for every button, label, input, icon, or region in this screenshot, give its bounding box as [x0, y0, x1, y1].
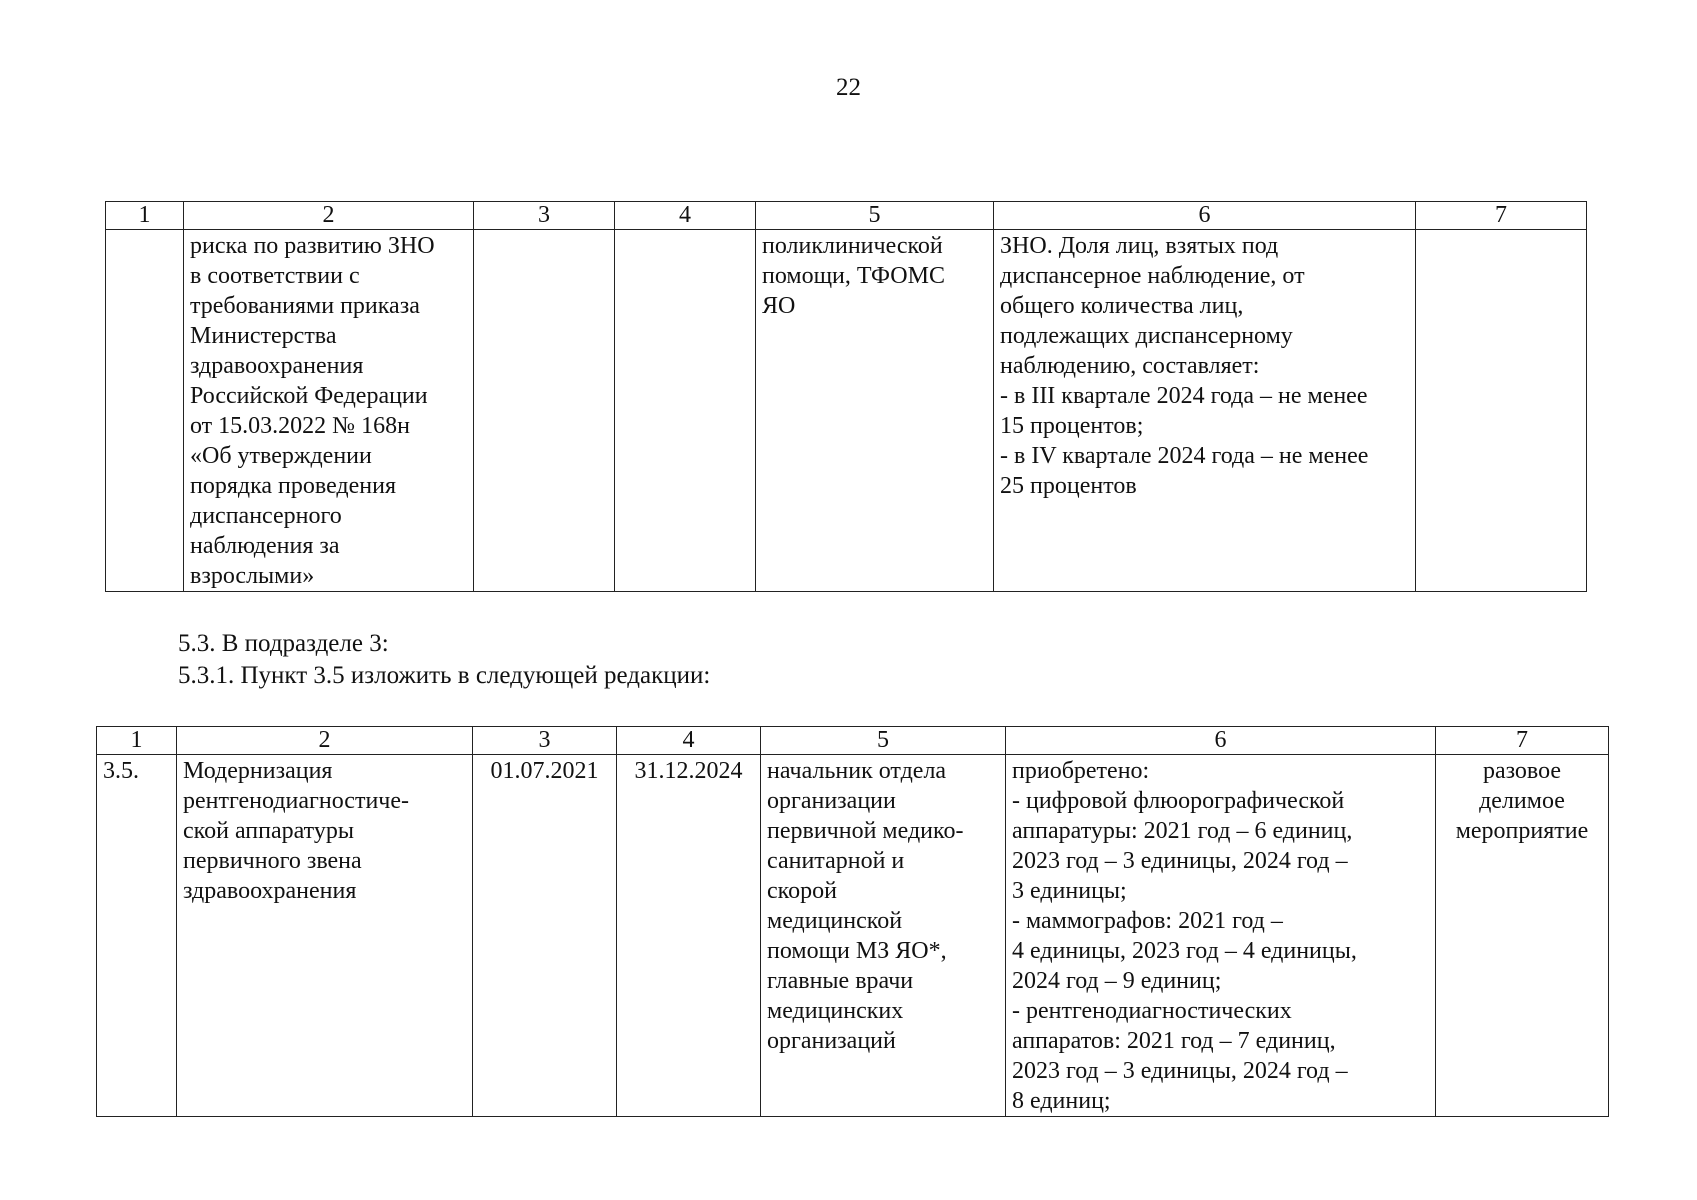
cell-end-date: 31.12.2024 — [617, 755, 761, 1117]
column-header: 3 — [473, 727, 617, 755]
column-header: 5 — [756, 202, 994, 230]
cell-responsible: начальник отдела организации первичной медико- санитарной и скорой медицинской помощи МЗ ЯО*, главные врачи медицинских организаций — [761, 755, 1006, 1117]
column-header: 7 — [1436, 727, 1609, 755]
paragraph-subsection: 5.3. В подразделе 3: — [178, 630, 389, 657]
column-header: 4 — [615, 202, 756, 230]
page-number: 22 — [836, 74, 861, 101]
column-header: 7 — [1416, 202, 1587, 230]
column-header: 6 — [994, 202, 1416, 230]
table-row — [97, 755, 1609, 1117]
table-row — [106, 230, 1587, 592]
column-header: 6 — [1006, 727, 1436, 755]
cell-type: разовое делимое мероприятие — [1436, 755, 1609, 1117]
cell-activity: Модернизация рентгенодиагностиче- ской аппаратуры первичного звена здравоохранения — [177, 755, 473, 1117]
cell-type — [1416, 230, 1587, 592]
table-header-row — [97, 727, 1609, 755]
cell-responsible: поликлинической помощи, ТФОМС ЯО — [756, 230, 994, 592]
column-header: 1 — [106, 202, 184, 230]
cell-number — [106, 230, 184, 592]
cell-start-date — [474, 230, 615, 592]
cell-start-date: 01.07.2021 — [473, 755, 617, 1117]
cell-activity: риска по развитию ЗНО в соответствии с требованиями приказа Министерства здравоохранения Российской Федерации от 15.03.2022 № 168н «Об утверждении порядка проведения диспансерного наблюдения за взрослыми» — [184, 230, 474, 592]
column-header: 4 — [617, 727, 761, 755]
column-header: 3 — [474, 202, 615, 230]
paragraph-item: 5.3.1. Пункт 3.5 изложить в следующей редакции: — [178, 662, 711, 689]
column-header: 5 — [761, 727, 1006, 755]
column-header: 2 — [177, 727, 473, 755]
cell-end-date — [615, 230, 756, 592]
cell-number: 3.5. — [97, 755, 177, 1117]
table-continuation — [105, 201, 1587, 592]
table-item-3-5 — [96, 726, 1609, 1117]
column-header: 1 — [97, 727, 177, 755]
table-header-row — [106, 202, 1587, 230]
column-header: 2 — [184, 202, 474, 230]
cell-result: приобретено: - цифровой флюорографической аппаратуры: 2021 год – 6 единиц, 2023 год – 3 единицы, 2024 год – 3 единицы; - маммографов: 2021 год – 4 единицы, 2023 год – 4 единицы, 2024 год – 9 единиц; - рентгенодиагностических аппаратов: 2021 год – 7 единиц, 2023 год – 3 единицы, 2024 год – 8 единиц; — [1006, 755, 1436, 1117]
cell-result: ЗНО. Доля лиц, взятых под диспансерное наблюдение, от общего количества лиц, подлежащих диспансерному наблюдению, составляет: - в III квартале 2024 года – не менее 15 процентов; - в IV квартале 2024 года – не менее 25 процентов — [994, 230, 1416, 592]
